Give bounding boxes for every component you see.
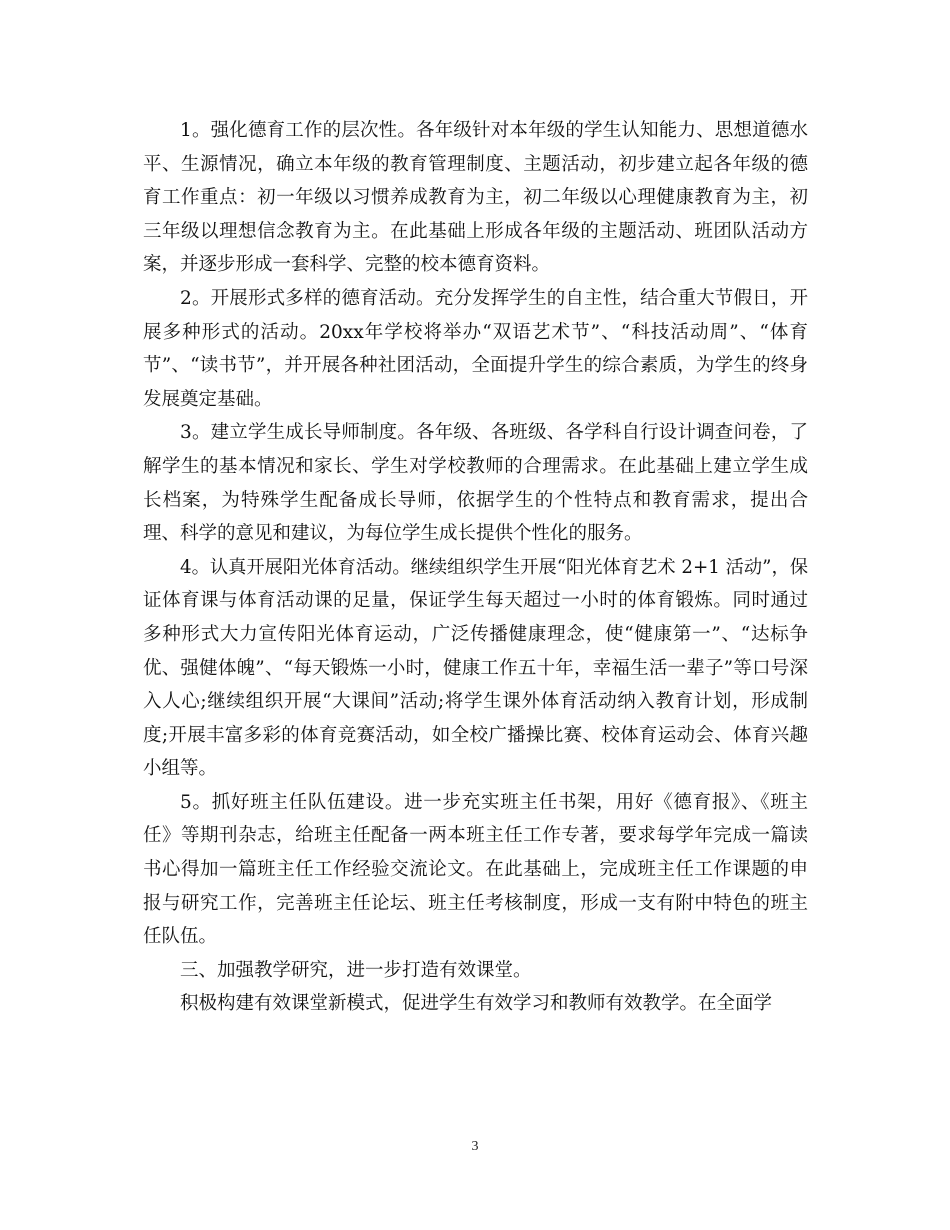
text-line: 小组等。 bbox=[143, 758, 218, 780]
text-line: 三、加强教学研究，进一步打造有效课堂。 bbox=[180, 959, 532, 981]
text-line: 3。建立学生成长导师制度。各年级、各班级、各学科自行设计调查问卷，了 bbox=[180, 422, 808, 444]
text-line: 展多种形式的活动。20xx年学校将举办“双语艺术节”、“科技活动周”、“体育 bbox=[143, 321, 808, 343]
text-line: 平、生源情况，确立本年级的教育管理制度、主题活动，初步建立起各年级的德 bbox=[143, 153, 808, 175]
text-line: 书心得加一篇班主任工作经验交流论文。在此基础上，完成班主任工作课题的申 bbox=[143, 859, 808, 881]
text-line: 案，并逐步形成一套科学、完整的校本德育资料。 bbox=[143, 254, 551, 276]
page-number: 3 bbox=[471, 1139, 479, 1154]
text-line: 任》等期刊杂志，给班主任配备一两本班主任工作专著，要求每学年完成一篇读 bbox=[143, 825, 808, 847]
text-line: 发展奠定基础。 bbox=[143, 388, 273, 410]
text-line: 证体育课与体育活动课的足量，保证学生每天超过一小时的体育锻炼。同时通过 bbox=[143, 590, 808, 612]
document-body bbox=[143, 114, 808, 1021]
text-line: 度;开展丰富多彩的体育竞赛活动，如全校广播操比赛、校体育运动会、体育兴趣 bbox=[143, 724, 808, 746]
paragraph-sunshine-sports bbox=[143, 551, 808, 786]
text-line: 解学生的基本情况和家长、学生对学校教师的合理需求。在此基础上建立学生成 bbox=[143, 455, 808, 477]
section-heading-teaching-research bbox=[143, 954, 808, 988]
text-line: 5。抓好班主任队伍建设。进一步充实班主任书架，用好《德育报》、《班主 bbox=[180, 791, 808, 813]
text-line: 1。强化德育工作的层次性。各年级针对本年级的学生认知能力、思想道德水 bbox=[180, 120, 808, 141]
text-line: 入人心;继续组织开展“大课间”活动;将学生课外体育活动纳入教育计划，形成制 bbox=[143, 691, 808, 713]
text-line: 长档案，为特殊学生配备成长导师，依据学生的个性特点和教育需求，提出合 bbox=[143, 489, 808, 511]
paragraph-mentor-system bbox=[143, 416, 808, 550]
text-line: 理、科学的意见和建议，为每位学生成长提供个性化的服务。 bbox=[143, 523, 643, 545]
text-line: 任队伍。 bbox=[143, 926, 218, 948]
paragraph-moral-activities bbox=[143, 282, 808, 416]
paragraph-class-teacher-team bbox=[143, 786, 808, 954]
text-line: 节”、“读书节”，并开展各种社团活动，全面提升学生的综合素质，为学生的终身 bbox=[143, 355, 808, 377]
text-line: 优、强健体魄”、“每天锻炼一小时，健康工作五十年，幸福生活一辈子”等口号深 bbox=[143, 657, 808, 679]
text-line: 2。开展形式多样的德育活动。充分发挥学生的自主性，结合重大节假日，开 bbox=[180, 287, 808, 309]
paragraph-moral-education-levels bbox=[143, 114, 808, 282]
text-line: 多种形式大力宣传阳光体育运动，广泛传播健康理念，使“健康第一”、“达标争 bbox=[143, 623, 808, 645]
text-line: 育工作重点：初一年级以习惯养成教育为主，初二年级以心理健康教育为主，初 bbox=[143, 187, 808, 209]
paragraph-effective-classroom bbox=[143, 987, 808, 1021]
text-line: 积极构建有效课堂新模式，促进学生有效学习和教师有效教学。在全面学 bbox=[180, 993, 773, 1015]
text-line: 报与研究工作，完善班主任论坛、班主任考核制度，形成一支有附中特色的班主 bbox=[143, 892, 808, 914]
text-line: 4。认真开展阳光体育活动。继续组织学生开展“阳光体育艺术 2+1 活动”，保 bbox=[180, 556, 808, 578]
text-line: 三年级以理想信念教育为主。在此基础上形成各年级的主题活动、班团队活动方 bbox=[143, 220, 808, 242]
